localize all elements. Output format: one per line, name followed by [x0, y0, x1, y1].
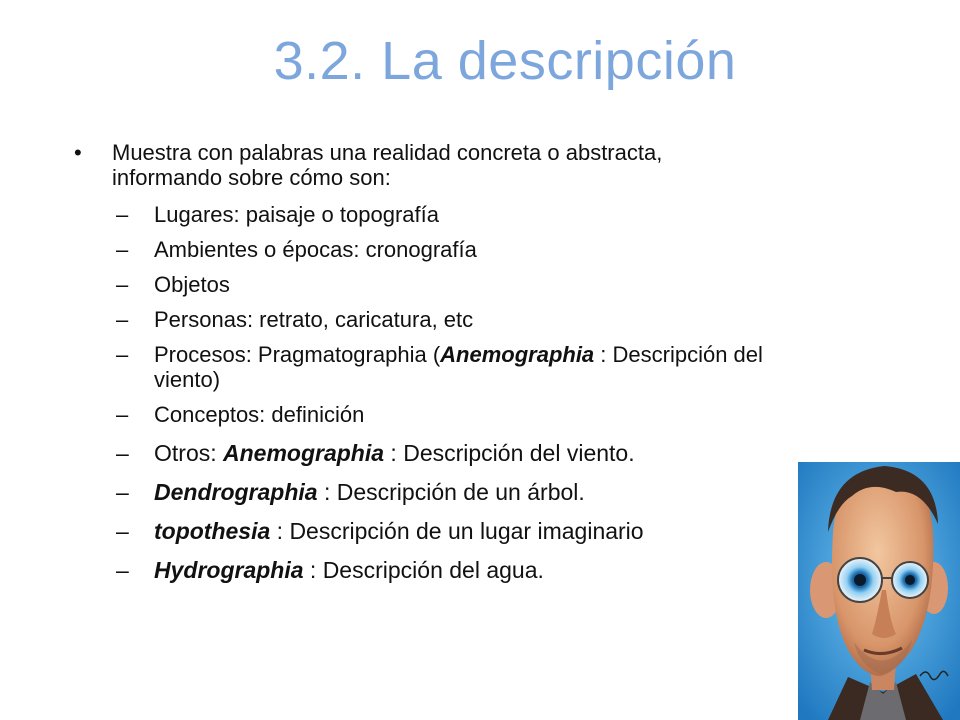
bullet-dot: • [74, 140, 82, 165]
dash: – [116, 440, 129, 466]
dash: – [116, 237, 129, 262]
dash: – [116, 518, 129, 544]
sub-item-text: Conceptos: definición [154, 402, 365, 427]
bullet-line-1: Muestra con palabras una realidad concreta o abstracta, [112, 140, 663, 165]
caricature-portrait-icon [798, 462, 960, 720]
slide-content [72, 140, 912, 583]
sub-item-text: Personas: retrato, caricatura, etc [154, 307, 474, 332]
sub-item-text: : Descripción del agua. [303, 557, 544, 583]
sub-item-emphasis: Dendrographia [154, 479, 318, 505]
sub-item-text: Objetos [154, 272, 230, 297]
dash: – [116, 307, 129, 332]
sub-item-dendrographia [72, 480, 912, 505]
sub-item-text: Procesos: Pragmatographia ( [154, 342, 441, 367]
sub-item-emphasis: Anemographia [223, 440, 385, 466]
main-bullet [72, 140, 912, 190]
dash: – [116, 342, 129, 367]
sub-item-text: : Descripción del [594, 342, 763, 367]
sub-item-procesos [72, 342, 912, 392]
sub-item-personas [72, 307, 912, 332]
dash: – [116, 479, 129, 505]
sub-item-text: Ambientes o épocas: cronografía [154, 237, 477, 262]
sub-item-text: : Descripción de un lugar imaginario [270, 518, 644, 544]
sub-item-emphasis: Anemographia [440, 342, 595, 367]
sub-item-ambientes [72, 237, 912, 262]
dash: – [116, 402, 129, 427]
dash: – [116, 272, 129, 297]
sub-item-text: : Descripción del viento. [384, 440, 635, 466]
sub-item-hydrographia [72, 558, 912, 583]
sub-item-text-line-2: viento) [154, 367, 221, 392]
sub-item-text: Lugares: paisaje o topografía [154, 202, 439, 227]
sub-item-text: Otros: [154, 440, 224, 466]
sub-item-emphasis: Hydrographia [154, 557, 304, 583]
slide-title: 3.2. La descripción [273, 31, 737, 91]
dash: – [116, 202, 129, 227]
sub-item-text: : Descripción de un árbol. [317, 479, 585, 505]
bullet-line-2: informando sobre cómo son: [112, 165, 391, 190]
sub-item-otros [72, 441, 912, 466]
sub-item-lugares [72, 202, 912, 227]
sub-item-topothesia [72, 519, 912, 544]
sub-item-emphasis: topothesia [154, 518, 271, 544]
dash: – [116, 557, 129, 583]
sub-item-objetos [72, 272, 912, 297]
sub-item-conceptos [72, 402, 912, 427]
